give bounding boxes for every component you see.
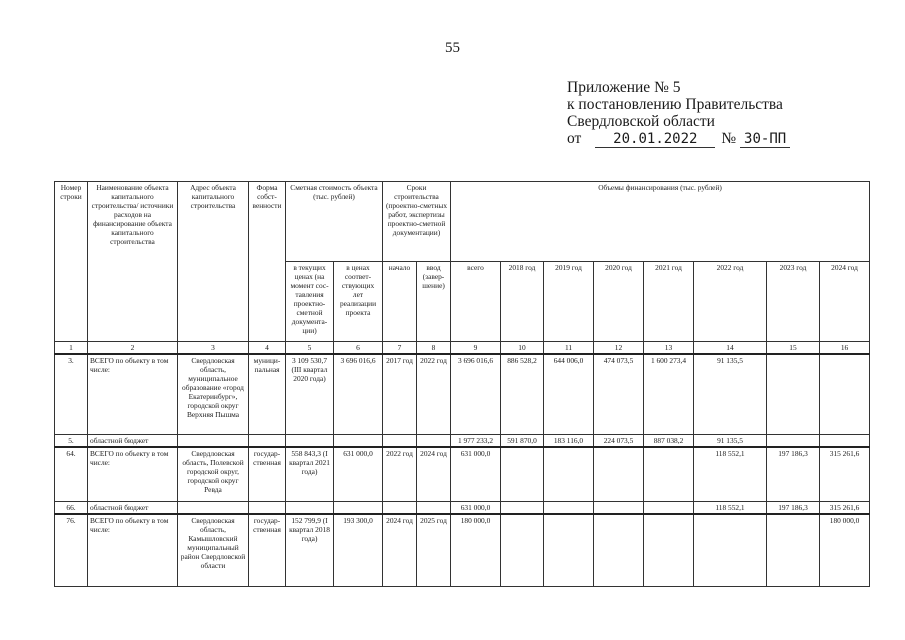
number-sign: № [721,130,737,147]
row-2023 [767,354,820,434]
row-total: 1 977 233,2 [451,434,501,447]
row-2018 [501,502,544,515]
row-2024 [820,434,870,447]
row-cost-realization [334,434,383,447]
header-start: начало [383,262,417,342]
row-total: 180 000,0 [451,514,501,586]
header-end: ввод (завер-шение) [417,262,451,342]
resolution-number: 30-ПП [740,132,790,148]
appendix-region: Свердловской области [567,113,715,130]
column-numbers-row [55,342,870,355]
row-2018: 591 870,0 [501,434,544,447]
row-2018: 886 528,2 [501,354,544,434]
column-number: 14 [694,342,767,355]
row-start: 2024 год [383,514,417,586]
row-number: 5. [55,434,88,447]
column-number: 11 [544,342,594,355]
row-ownership: муници-пальная [249,354,286,434]
header-row-1 [55,182,870,262]
row-cost-current [286,502,334,515]
row-2023: 197 186,3 [767,447,820,502]
row-2023 [767,514,820,586]
row-end: 2025 год [417,514,451,586]
header-2024: 2024 год [820,262,870,342]
row-address: Свердловская область, муниципальное образование «город Екатеринбург», городской округ Верхняя Пышма [178,354,249,434]
row-start [383,434,417,447]
row-ownership: государ-ственная [249,447,286,502]
row-name: ВСЕГО по объекту в том числе: [88,354,178,434]
page-number: 55 [445,40,460,56]
row-number: 64. [55,447,88,502]
row-total: 631 000,0 [451,502,501,515]
row-2022 [694,514,767,586]
row-2020 [594,447,644,502]
header-2019: 2019 год [544,262,594,342]
column-number: 16 [820,342,870,355]
row-2023 [767,434,820,447]
row-total: 631 000,0 [451,447,501,502]
header-row-no: Номер строки [55,182,88,342]
header-2023: 2023 год [767,262,820,342]
table-row [55,434,870,447]
row-2020: 224 073,5 [594,434,644,447]
column-number: 12 [594,342,644,355]
row-number: 76. [55,514,88,586]
row-end: 2024 год [417,447,451,502]
column-number: 13 [644,342,694,355]
row-cost-current [286,434,334,447]
column-number: 15 [767,342,820,355]
row-ownership [249,502,286,515]
row-2024: 315 261,6 [820,502,870,515]
row-2024: 180 000,0 [820,514,870,586]
row-2023: 197 186,3 [767,502,820,515]
header-cost: Сметная стоимость объекта (тыс. рублей) [286,182,383,262]
column-number: 7 [383,342,417,355]
from-label: от [567,130,582,147]
table-row [55,447,870,502]
row-2022: 118 552,1 [694,502,767,515]
table-row [55,354,870,434]
row-2020 [594,514,644,586]
row-name: ВСЕГО по объекту в том числе: [88,514,178,586]
row-2022: 118 552,1 [694,447,767,502]
row-address: Свердловская область, Камышловский муниципальный район Свердловской области [178,514,249,586]
appendix-header [567,79,790,148]
row-ownership [249,434,286,447]
row-cost-current: 3 109 530,7 (III квартал 2020 года) [286,354,334,434]
row-2021 [644,502,694,515]
row-address: Свердловская область, Полевской городской округ, городской округ Ревда [178,447,249,502]
row-2019 [544,514,594,586]
row-2019: 644 006,0 [544,354,594,434]
row-2024 [820,354,870,434]
column-number: 5 [286,342,334,355]
row-end: 2022 год [417,354,451,434]
column-number: 9 [451,342,501,355]
column-number: 1 [55,342,88,355]
row-cost-current: 152 799,9 (I квартал 2018 года) [286,514,334,586]
resolution-date: 20.01.2022 [595,132,715,148]
row-cost-realization: 193 300,0 [334,514,383,586]
row-2020: 474 073,5 [594,354,644,434]
row-end [417,502,451,515]
row-cost-realization [334,502,383,515]
row-address [178,434,249,447]
row-2018 [501,447,544,502]
row-2019 [544,447,594,502]
header-2018: 2018 год [501,262,544,342]
row-start [383,502,417,515]
header-funding: Объемы финансирования (тыс. рублей) [451,182,870,262]
header-cost-realization: в ценах соответ-ствующих лет реализации проекта [334,262,383,342]
row-address [178,502,249,515]
header-terms: Сроки строительства (проектно-сметных работ, экспертизы проектно-сметной документации) [383,182,451,262]
appendix-title: Приложение № 5 [567,79,681,96]
row-2021 [644,447,694,502]
header-cost-current: в текущих ценах (на момент сос-тавления проектно-сметной документа-ции) [286,262,334,342]
column-number: 6 [334,342,383,355]
table-row [55,514,870,586]
row-name: ВСЕГО по объекту в том числе: [88,447,178,502]
column-number: 2 [88,342,178,355]
row-2021: 1 600 273,4 [644,354,694,434]
header-address: Адрес объекта капитального строительства [178,182,249,342]
header-2021: 2021 год [644,262,694,342]
funding-table [54,181,870,587]
row-start: 2017 год [383,354,417,434]
header-2020: 2020 год [594,262,644,342]
row-2024: 315 261,6 [820,447,870,502]
column-number: 8 [417,342,451,355]
header-name: Наименование объекта капитального строительства/ источники расходов на финансирование объекта капитального строительства [88,182,178,342]
header-ownership: Форма собст-венности [249,182,286,342]
row-2021 [644,514,694,586]
row-2020 [594,502,644,515]
row-name: областной бюджет [88,502,178,515]
row-ownership: государ-ственная [249,514,286,586]
row-2018 [501,514,544,586]
row-name: областной бюджет [88,434,178,447]
row-cost-realization: 631 000,0 [334,447,383,502]
appendix-date-line [567,130,790,148]
row-total: 3 696 016,6 [451,354,501,434]
row-2022: 91 135,5 [694,354,767,434]
row-end [417,434,451,447]
header-total: всего [451,262,501,342]
row-2019 [544,502,594,515]
column-number: 4 [249,342,286,355]
table-row [55,502,870,515]
column-number: 3 [178,342,249,355]
row-cost-current: 558 843,3 (I квартал 2021 года) [286,447,334,502]
row-number: 66. [55,502,88,515]
row-start: 2022 год [383,447,417,502]
column-number: 10 [501,342,544,355]
row-cost-realization: 3 696 016,6 [334,354,383,434]
row-2021: 887 038,2 [644,434,694,447]
appendix-resolution: к постановлению Правительства [567,96,783,113]
row-2019: 183 116,0 [544,434,594,447]
row-number: 3. [55,354,88,434]
header-2022: 2022 год [694,262,767,342]
row-2022: 91 135,5 [694,434,767,447]
